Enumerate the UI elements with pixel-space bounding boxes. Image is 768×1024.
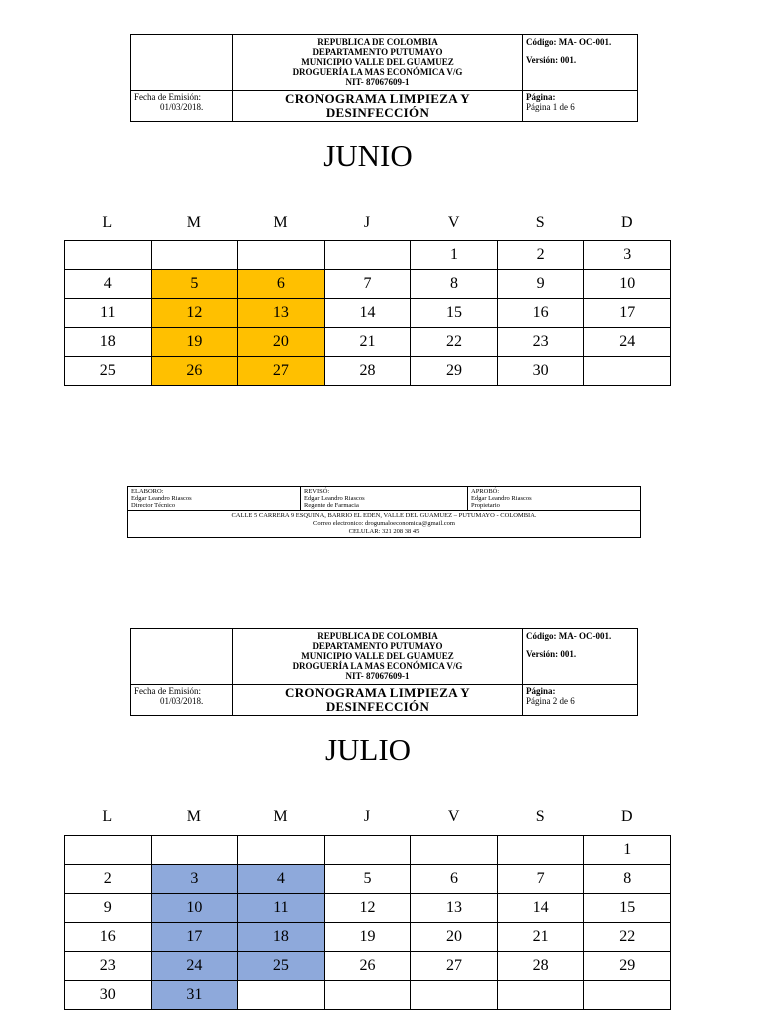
calendar-day-cell: 11 (238, 894, 325, 923)
calendar-day-cell: 14 (324, 299, 411, 328)
calendar-june (64, 240, 671, 386)
calendar-day-cell: 9 (65, 894, 152, 923)
signature-role: APROBÓ: (471, 488, 500, 495)
calendar-day-cell: 22 (584, 923, 671, 952)
calendar-day-cell: 22 (411, 328, 498, 357)
signature-name: Edgar Leandro Riascos (131, 495, 192, 502)
logo-cell (131, 35, 233, 91)
calendar-week-row (65, 328, 671, 357)
calendar-empty-cell (324, 241, 411, 270)
calendar-day-cell: 15 (411, 299, 498, 328)
weekday-label: D (620, 808, 633, 825)
email: Correo electronico: drogumaloeconomica@gmail.com (313, 520, 455, 527)
calendar-day-cell: 17 (584, 299, 671, 328)
calendar-day-cell: 27 (238, 357, 325, 386)
calendar-week-row (65, 357, 671, 386)
calendar-week-row (65, 241, 671, 270)
signature-role: ELABORO: (131, 488, 164, 495)
calendar-day-cell: 29 (411, 357, 498, 386)
signature-title: Director Técnico (131, 502, 176, 509)
organization-block (233, 35, 523, 91)
calendar-week-row (65, 270, 671, 299)
document-header-page-2 (130, 628, 638, 716)
calendar-day-cell: 17 (151, 923, 238, 952)
calendar-day-cell: 4 (65, 270, 152, 299)
calendar-day-cell: 27 (411, 952, 498, 981)
calendar-empty-cell (411, 981, 498, 1010)
calendar-day-cell: 8 (411, 270, 498, 299)
weekday-label: J (363, 214, 371, 231)
signature-title: Regente de Farmacia (304, 502, 359, 509)
weekday-label: V (447, 808, 460, 825)
org-line: DROGUERÍA LA MAS ECONÓMICA V/G (292, 661, 463, 671)
calendar-empty-cell (151, 241, 238, 270)
title-line: CRONOGRAMA LIMPIEZA Y (285, 91, 470, 106)
calendar-day-cell: 26 (324, 952, 411, 981)
issue-date-value: 01/03/2018. (160, 696, 204, 706)
calendar-day-cell: 10 (584, 270, 671, 299)
issue-date-value: 01/03/2018. (160, 102, 204, 112)
calendar-day-cell: 7 (497, 865, 584, 894)
calendar-day-cell: 1 (584, 836, 671, 865)
approved-by-cell (468, 487, 641, 511)
org-line: DEPARTAMENTO PUTUMAYO (312, 641, 443, 651)
calendar-week-row (65, 981, 671, 1010)
title-line: DESINFECCIÓN (325, 105, 430, 120)
signature-role: REVISÓ: (304, 488, 330, 495)
weekday-label: L (102, 214, 113, 231)
calendar-day-cell: 16 (65, 923, 152, 952)
calendar-empty-cell (497, 836, 584, 865)
calendar-day-cell: 30 (65, 981, 152, 1010)
calendar-day-cell: 28 (324, 357, 411, 386)
calendar-day-cell: 18 (65, 328, 152, 357)
calendar-day-cell: 28 (497, 952, 584, 981)
calendar-empty-cell (151, 836, 238, 865)
elaborated-by-cell (128, 487, 301, 511)
calendar-day-cell: 24 (151, 952, 238, 981)
issue-date-cell (131, 685, 233, 716)
calendar-july (64, 835, 671, 1010)
document-version: Versión: 001. (526, 55, 577, 65)
calendar-day-cell: 12 (324, 894, 411, 923)
weekday-header (64, 214, 670, 232)
organization-block (233, 629, 523, 685)
calendar-day-cell: 16 (497, 299, 584, 328)
org-line: MUNICIPIO VALLE DEL GUAMUEZ (301, 651, 454, 661)
signature-title: Propietario (471, 502, 500, 509)
document-footer (127, 486, 641, 538)
org-line: DEPARTAMENTO PUTUMAYO (312, 47, 443, 57)
page-number: Página 1 de 6 (526, 102, 575, 112)
month-title: JUNIO (323, 138, 413, 173)
calendar-day-cell: 23 (497, 328, 584, 357)
calendar-day-cell: 10 (151, 894, 238, 923)
calendar-day-cell: 1 (411, 241, 498, 270)
month-title: JULIO (324, 732, 412, 767)
calendar-day-cell: 19 (324, 923, 411, 952)
document-version: Versión: 001. (526, 649, 577, 659)
calendar-day-cell: 25 (65, 357, 152, 386)
signature-name: Edgar Leandro Riascos (471, 495, 532, 502)
page-label: Página: (526, 92, 556, 102)
calendar-day-cell: 13 (238, 299, 325, 328)
calendar-day-cell: 14 (497, 894, 584, 923)
calendar-day-cell: 23 (65, 952, 152, 981)
calendar-day-cell: 6 (411, 865, 498, 894)
calendar-empty-cell (584, 981, 671, 1010)
org-line: NIT- 87067609-1 (345, 77, 410, 87)
signature-name: Edgar Leandro Riascos (304, 495, 365, 502)
calendar-week-row (65, 894, 671, 923)
address: CALLE 5 CARRERA 9 ESQUINA, BARRIO EL EDEN, VALLE DEL GUAMUEZ – PUTUMAYO - COLOMBIA. (231, 512, 537, 519)
weekday-label: S (535, 214, 545, 231)
calendar-week-row (65, 865, 671, 894)
calendar-empty-cell (238, 836, 325, 865)
logo-cell (131, 629, 233, 685)
weekday-label: M (186, 214, 201, 231)
calendar-empty-cell (324, 836, 411, 865)
calendar-empty-cell (65, 836, 152, 865)
title-line: CRONOGRAMA LIMPIEZA Y (285, 685, 470, 700)
calendar-day-cell: 6 (238, 270, 325, 299)
calendar-day-cell: 31 (151, 981, 238, 1010)
org-line: REPUBLICA DE COLOMBIA (317, 37, 438, 47)
calendar-day-cell: 7 (324, 270, 411, 299)
org-line: DROGUERÍA LA MAS ECONÓMICA V/G (292, 67, 463, 77)
calendar-day-cell: 5 (151, 270, 238, 299)
weekday-label: M (273, 214, 288, 231)
calendar-day-cell: 25 (238, 952, 325, 981)
calendar-day-cell: 20 (411, 923, 498, 952)
calendar-day-cell: 11 (65, 299, 152, 328)
document-code: Código: MA- OC-001. (526, 37, 612, 47)
calendar-empty-cell (497, 981, 584, 1010)
weekday-label: S (535, 808, 545, 825)
page-number: Página 2 de 6 (526, 696, 575, 706)
calendar-day-cell: 8 (584, 865, 671, 894)
calendar-day-cell: 21 (324, 328, 411, 357)
calendar-week-row (65, 952, 671, 981)
calendar-empty-cell (238, 241, 325, 270)
calendar-empty-cell (65, 241, 152, 270)
page-label: Página: (526, 686, 556, 696)
calendar-day-cell: 29 (584, 952, 671, 981)
calendar-day-cell: 19 (151, 328, 238, 357)
document-title (233, 685, 523, 716)
issue-date-label: Fecha de Emisión: (134, 92, 201, 102)
weekday-label: V (447, 214, 460, 231)
org-line: MUNICIPIO VALLE DEL GUAMUEZ (301, 57, 454, 67)
weekday-label: M (186, 808, 201, 825)
reviewed-by-cell (301, 487, 468, 511)
calendar-day-cell: 20 (238, 328, 325, 357)
document-header-page-1 (130, 34, 638, 122)
calendar-day-cell: 9 (497, 270, 584, 299)
calendar-day-cell: 26 (151, 357, 238, 386)
page-number-cell (523, 685, 638, 716)
weekday-label: D (620, 214, 633, 231)
calendar-day-cell: 3 (584, 241, 671, 270)
org-line: NIT- 87067609-1 (345, 671, 410, 681)
calendar-empty-cell (584, 357, 671, 386)
calendar-day-cell: 3 (151, 865, 238, 894)
calendar-week-row (65, 299, 671, 328)
code-version-cell (523, 629, 638, 685)
calendar-day-cell: 30 (497, 357, 584, 386)
calendar-day-cell: 21 (497, 923, 584, 952)
code-version-cell (523, 35, 638, 91)
issue-date-label: Fecha de Emisión: (134, 686, 201, 696)
calendar-day-cell: 24 (584, 328, 671, 357)
contact-info (128, 511, 641, 538)
calendar-day-cell: 5 (324, 865, 411, 894)
weekday-label: L (102, 808, 113, 825)
issue-date-cell (131, 91, 233, 122)
calendar-empty-cell (238, 981, 325, 1010)
calendar-day-cell: 2 (497, 241, 584, 270)
calendar-day-cell: 15 (584, 894, 671, 923)
phone: CELULAR: 321 208 38 45 (348, 528, 420, 535)
weekday-label: J (363, 808, 371, 825)
weekday-header (64, 808, 670, 826)
calendar-day-cell: 4 (238, 865, 325, 894)
calendar-day-cell: 13 (411, 894, 498, 923)
calendar-empty-cell (411, 836, 498, 865)
document-title (233, 91, 523, 122)
page-number-cell (523, 91, 638, 122)
calendar-week-row (65, 923, 671, 952)
calendar-day-cell: 12 (151, 299, 238, 328)
calendar-day-cell: 18 (238, 923, 325, 952)
calendar-day-cell: 2 (65, 865, 152, 894)
org-line: REPUBLICA DE COLOMBIA (317, 631, 438, 641)
document-code: Código: MA- OC-001. (526, 631, 612, 641)
calendar-week-row (65, 836, 671, 865)
weekday-label: M (273, 808, 288, 825)
calendar-empty-cell (324, 981, 411, 1010)
title-line: DESINFECCIÓN (325, 699, 430, 714)
